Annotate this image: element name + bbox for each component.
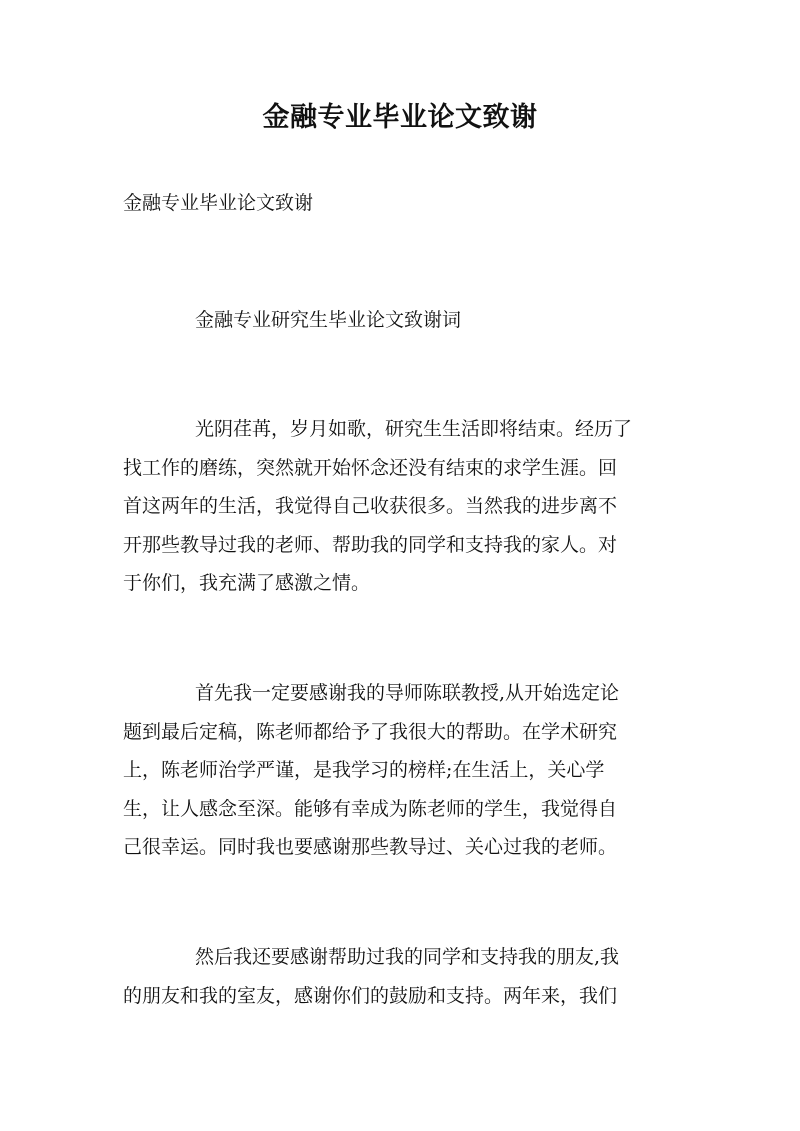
paragraph-line: 上，陈老师治学严谨，是我学习的榜样;在生活上，关心学 <box>123 759 605 782</box>
paragraph-line: 首这两年的生活，我觉得自己收获很多。当然我的进步离不 <box>123 495 618 518</box>
paragraph-line: 找工作的磨练，突然就开始怀念还没有结束的求学生涯。回 <box>123 456 618 479</box>
paragraph-line: 光阴荏苒，岁月如歌，研究生生活即将结束。经历了 <box>195 418 633 440</box>
paragraph-line: 于你们，我充满了感激之情。 <box>123 572 371 595</box>
paragraph-line: 的朋友和我的室友，感谢你们的鼓励和支持。两年来，我们 <box>123 984 618 1007</box>
paragraph-line: 首先我一定要感谢我的导师陈联教授,从开始选定论 <box>195 682 620 704</box>
section-heading: 金融专业研究生毕业论文致谢词 <box>195 309 462 331</box>
paragraph-line: 题到最后定稿，陈老师都给予了我很大的帮助。在学术研究 <box>123 720 618 743</box>
document-title: 金融专业毕业论文致谢 <box>262 102 538 133</box>
paragraph-line: 生，让人感念至深。能够有幸成为陈老师的学生，我觉得自 <box>123 797 618 820</box>
paragraph-line: 开那些教导过我的老师、帮助我的同学和支持我的家人。对 <box>123 533 618 556</box>
paragraph-line: 然后我还要感谢帮助过我的同学和支持我的朋友,我 <box>195 946 620 968</box>
paragraph-1 <box>123 410 683 603</box>
paragraph-2 <box>123 674 683 867</box>
paragraph-line: 己很幸运。同时我也要感谢那些教导过、关心过我的老师。 <box>123 836 618 859</box>
document-subtitle: 金融专业毕业论文致谢 <box>123 192 314 214</box>
paragraph-3 <box>123 938 683 1015</box>
